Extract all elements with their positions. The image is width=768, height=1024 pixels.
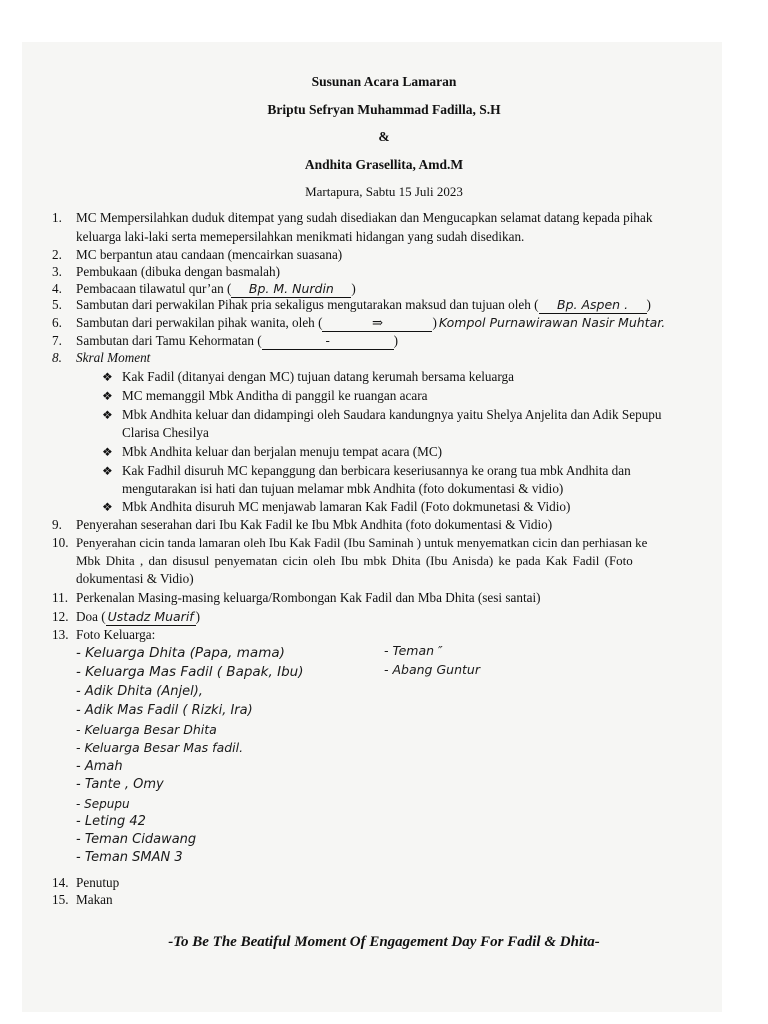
diamond-bullet-icon: ❖ [102, 464, 113, 478]
item-5-close: ) [646, 297, 651, 312]
item-number: 3. [52, 264, 62, 279]
item-7-text: Sambutan dari Tamu Kehormatan ( [76, 333, 262, 348]
item-10-line-3: dokumentasi & Vidio) [76, 571, 194, 586]
diamond-bullet-icon: ❖ [102, 370, 113, 384]
bullet-3-line-2: Clarisa Chesilya [122, 425, 209, 440]
item-7-close: ) [393, 333, 399, 348]
bullet-6: Mbk Andhita disuruh MC menjawab lamaran Kak Fadil (Foto dokmunetasi & Vidio) [122, 499, 571, 514]
bullet-5-line-1: Kak Fadhil disuruh MC kepanggung dan berbicara keseriusannya ke orang tua mbk Andhita dan [122, 463, 631, 478]
item-6-text: Sambutan dari perwakilan pihak wanita, oleh ( [76, 315, 323, 330]
item-10-line-1: Penyerahan cicin tanda lamaran oleh Ibu Kak Fadil (Ibu Saminah ) untuk menyematkan cicin dan perhiasan ke [76, 536, 648, 550]
item-15: Makan [76, 892, 113, 907]
arrow-icon: ⇒ [322, 315, 432, 332]
closing-tagline: -To Be The Beatiful Moment Of Engagement Day For Fadil & Dhita- [168, 934, 600, 950]
foto-list-item: - Keluarga Mas Fadil ( Bapak, Ibu) [76, 664, 304, 680]
diamond-bullet-icon: ❖ [102, 500, 113, 514]
bullet-2: MC memanggil Mbk Anditha di panggil ke ruangan acara [122, 388, 428, 403]
foto-list-item: - Leting 42 [76, 814, 146, 829]
bullet-3-line-1: Mbk Andhita keluar dan didampingi oleh Saudara kandungnya yaitu Shelya Anjelita dan Adik Sepupu [122, 407, 662, 422]
item-4 [76, 281, 356, 298]
diamond-bullet-icon: ❖ [102, 389, 113, 403]
document-title: Susunan Acara Lamaran [311, 74, 457, 89]
item-6 [76, 315, 665, 332]
item-12-text: Doa ( [76, 609, 106, 624]
item-number: 14. [52, 875, 69, 890]
item-10-line-2: Mbk Dhita , dan disusul penyematan cicin oleh Ibu mbk Dhita (Ibu Anisda) ke pada Kak Fadil (Foto [76, 553, 633, 568]
item-number: 11. [52, 590, 68, 605]
bride-speaker-handwritten: Kompol Purnawirawan Nasir Muhtar. [438, 315, 666, 330]
item-5-text: Sambutan dari perwakilan Pihak pria sekaligus mengutarakan maksud dan tujuan oleh ( [76, 297, 539, 312]
item-12 [76, 609, 200, 626]
item-number: 15. [52, 892, 69, 907]
item-number: 1. [52, 210, 62, 225]
groom-name: Briptu Sefryan Muhammad Fadilla, S.H [267, 102, 501, 117]
item-4-text: Pembacaan tilawatul qur’an ( [76, 281, 232, 296]
item-13: Foto Keluarga: [76, 627, 156, 642]
event-date: Martapura, Sabtu 15 Juli 2023 [305, 184, 463, 199]
diamond-bullet-icon: ❖ [102, 408, 113, 422]
bullet-4: Mbk Andhita keluar dan berjalan menuju tempat acara (MC) [122, 444, 443, 459]
item-3: Pembukaan (dibuka dengan basmalah) [76, 264, 280, 279]
item-number: 12. [52, 609, 69, 624]
item-number: 13. [52, 627, 69, 642]
item-number: 10. [52, 535, 69, 550]
foto-list-item: - Teman SMAN 3 [76, 850, 183, 865]
groom-speaker-handwritten: Bp. Aspen . [539, 297, 647, 314]
foto-list-item: - Adik Mas Fadil ( Rizki, Ira) [76, 703, 253, 718]
prayer-leader-handwritten: Ustadz Muarif [107, 609, 194, 624]
foto-list-item: - Keluarga Dhita (Papa, mama) [76, 645, 285, 661]
item-number: 6. [52, 315, 62, 330]
item-number: 7. [52, 333, 62, 348]
item-number: 5. [52, 297, 62, 312]
item-14: Penutup [76, 875, 120, 890]
item-5 [76, 297, 651, 314]
guest-speaker-handwritten: - [262, 333, 394, 350]
foto-list-item-right: - Abang Guntur [384, 662, 480, 677]
foto-list-item: - Keluarga Besar Dhita [76, 722, 217, 737]
bullet-1: Kak Fadil (ditanyai dengan MC) tujuan datang kerumah bersama keluarga [122, 369, 514, 384]
item-1-line-2: keluarga laki-laki serta memepersilahkan menikmati hidangan yang sudah disedikan. [76, 229, 525, 244]
item-8: Skral Moment [76, 350, 151, 365]
bride-name: Andhita Grasellita, Amd.M [304, 157, 464, 172]
reciter-handwritten: Bp. M. Nurdin [231, 281, 351, 298]
item-number: 2. [52, 247, 62, 262]
item-number: 4. [52, 281, 62, 296]
diamond-bullet-icon: ❖ [102, 445, 113, 459]
foto-list-item-right: - Teman ″ [384, 643, 443, 658]
foto-list-item: - Tante , Omy [76, 777, 164, 792]
foto-list-item: - Sepupu [76, 797, 130, 811]
item-4-close: ) [351, 281, 356, 296]
foto-list-item: - Teman Cidawang [76, 832, 197, 847]
item-11: Perkenalan Masing-masing keluarga/Rombongan Kak Fadil dan Mba Dhita (sesi santai) [76, 590, 541, 605]
item-2: MC berpantun atau candaan (mencairkan suasana) [76, 247, 343, 262]
item-1-line-1: MC Mempersilahkan duduk ditempat yang sudah disediakan dan Mengucapkan selamat datang kepada pihak [76, 210, 653, 225]
foto-list-item: - Keluarga Besar Mas fadil. [76, 740, 244, 755]
ampersand: & [378, 129, 390, 144]
item-9: Penyerahan seserahan dari Ibu Kak Fadil ke Ibu Mbk Andhita (foto dokumentasi & Vidio) [76, 517, 553, 532]
item-number: 9. [52, 517, 62, 532]
foto-list-item: - Adik Dhita (Anjel), [76, 684, 203, 699]
item-number: 8. [52, 350, 62, 365]
foto-list-item: - Amah [76, 759, 123, 774]
bullet-5-line-2: mengutarakan isi hati dan tujuan melamar mbk Andhita (foto dokumentasi & vidio) [122, 481, 564, 496]
item-6-close: ) [432, 315, 437, 330]
item-7 [76, 333, 398, 350]
item-12-close: ) [195, 609, 201, 624]
